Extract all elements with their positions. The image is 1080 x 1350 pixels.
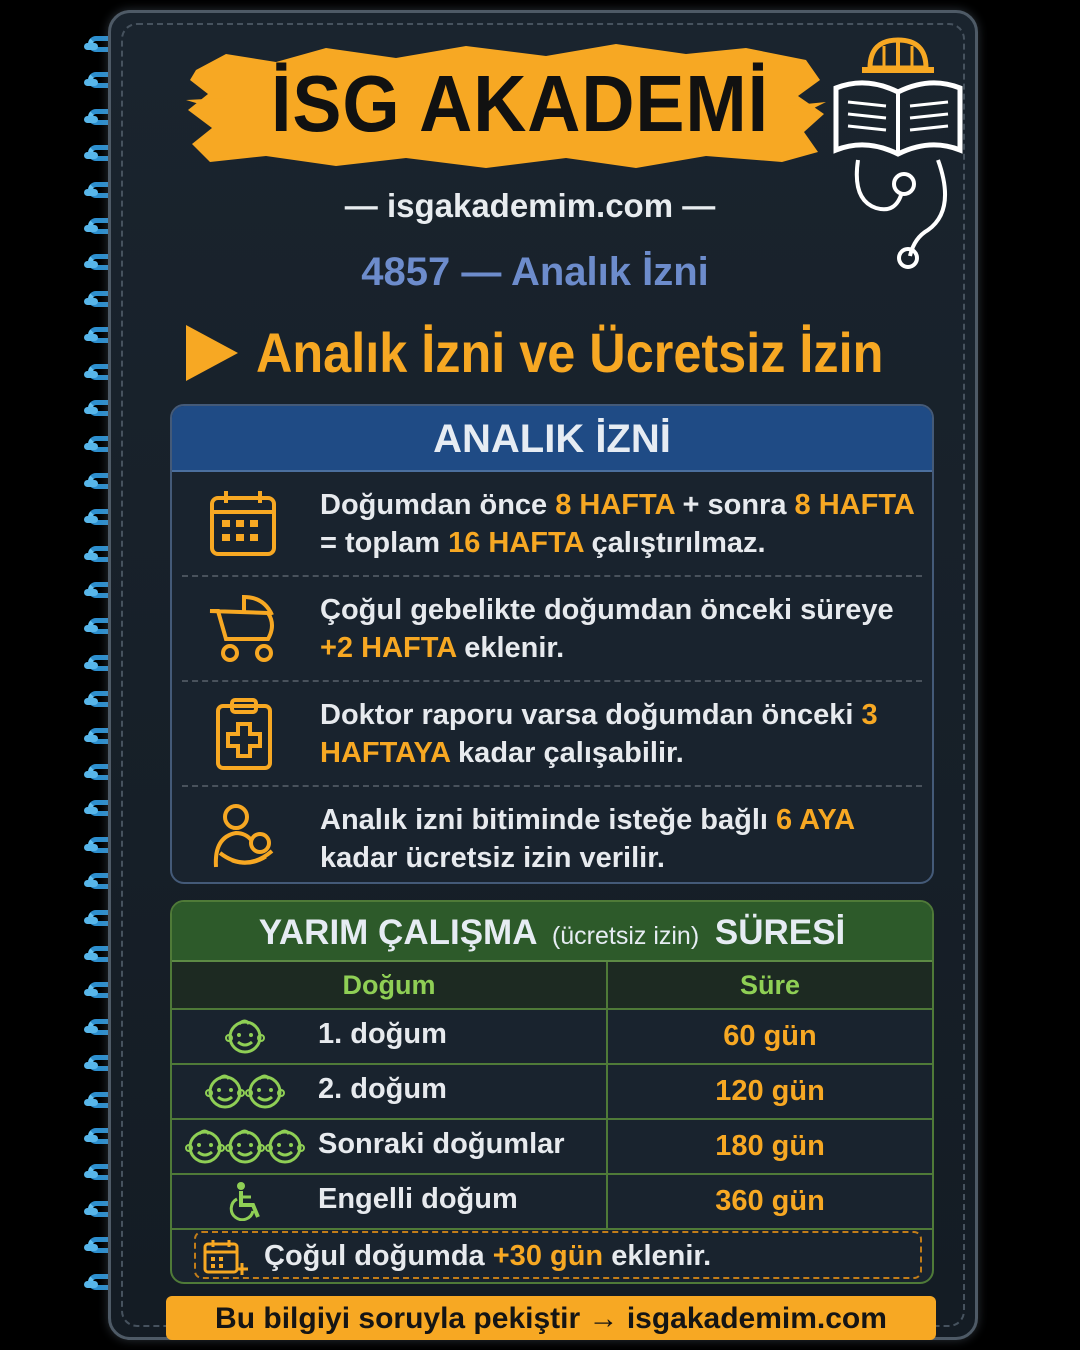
mother-baby-icon [206, 801, 282, 877]
column-header-dogum: Doğum [172, 962, 607, 1009]
medical-report-icon [206, 696, 282, 772]
dash-decoration: — [673, 187, 716, 224]
sure-value: 60 gün [607, 1009, 932, 1064]
footer-cta[interactable]: Bu bilgiyi soruyla pekiştir → isgakademim.com [166, 1296, 936, 1340]
baby-face-icon [225, 1126, 265, 1174]
note-prefix: Çoğul doğumda [264, 1240, 485, 1272]
dogum-cell [172, 1009, 607, 1064]
analik-izni-panel [170, 404, 934, 884]
highlight-text: 16 HAFTA [448, 527, 584, 559]
yarim-title-end: SÜRESİ [714, 913, 846, 952]
table-row [172, 1009, 932, 1064]
sure-value: 120 gün [607, 1064, 932, 1119]
dogum-icons [178, 1071, 312, 1111]
dash-decoration: — [344, 187, 387, 224]
dogum-label: Engelli doğum [318, 1183, 518, 1215]
column-header-sure: Süre [607, 962, 932, 1009]
analik-row [182, 682, 922, 787]
brand-title: İSG AKADEMİ [270, 59, 770, 148]
dogum-label: Sonraki doğumlar [318, 1128, 565, 1160]
table-row [172, 1064, 932, 1119]
analik-izni-title: ANALIK İZNİ [172, 406, 932, 472]
baby-stroller-icon [206, 591, 282, 667]
baby-face-icon [185, 1126, 225, 1174]
highlight-text: 8 HAFTA [555, 489, 675, 521]
highlight-text: 3 HAFTAYA [320, 699, 878, 769]
body-text: Çoğul gebelikte doğumdan önceki süreye [320, 594, 894, 626]
dogum-icons [178, 1126, 312, 1166]
dogum-cell [172, 1064, 607, 1119]
play-triangle-icon [186, 325, 238, 381]
yarim-calisma-title [172, 902, 932, 962]
sure-value: 360 gün [607, 1174, 932, 1229]
dogum-label: 1. doğum [318, 1018, 447, 1050]
dogum-icons [178, 1181, 312, 1221]
dogum-cell [172, 1174, 607, 1229]
baby-face-icon [225, 1016, 265, 1064]
yarim-calisma-table [172, 962, 932, 1230]
analik-row-text [320, 591, 920, 667]
dogum-cell [172, 1119, 607, 1174]
baby-face-icon [245, 1071, 285, 1119]
analik-row [182, 472, 922, 577]
body-text: = toplam [320, 527, 449, 559]
body-text: Doğumdan önce [320, 489, 556, 521]
highlight-text: 8 HAFTA [794, 489, 914, 521]
body-text: eklenir. [456, 632, 565, 664]
body-text: Analık izni bitiminde isteğe bağlı [320, 804, 777, 836]
note-text [264, 1233, 711, 1279]
body-text: çalıştırılmaz. [583, 527, 766, 559]
analik-row-text [320, 801, 920, 877]
main-heading [186, 318, 946, 388]
dogum-label: 2. doğum [318, 1073, 447, 1105]
yarim-title-main: YARIM ÇALIŞMA [258, 913, 537, 952]
analik-row-text [320, 486, 920, 562]
law-subtitle: 4857 — Analık İzni [361, 250, 709, 294]
body-text: Doktor raporu varsa doğumdan önceki [320, 699, 862, 731]
wheelchair-icon [225, 1181, 265, 1229]
note-highlight: +30 gün [492, 1240, 604, 1272]
dogum-icons [178, 1016, 312, 1056]
calendar-plus-icon [202, 1237, 252, 1277]
note-suffix: eklenir. [611, 1240, 712, 1272]
analik-row-text [320, 696, 920, 772]
sure-value: 180 gün [607, 1119, 932, 1174]
table-row [172, 1119, 932, 1174]
calendar-icon [206, 486, 282, 562]
body-text: kadar ücretsiz izin verilir. [320, 842, 665, 874]
site-url-text: isgakademim.com [386, 187, 674, 224]
yarim-calisma-panel [170, 900, 934, 1284]
body-text: kadar çalışabilir. [450, 737, 684, 769]
analik-row [182, 787, 922, 884]
body-text: + sonra [674, 489, 795, 521]
highlight-text: +2 HAFTA [320, 632, 457, 664]
highlight-text: 6 AYA [776, 804, 854, 836]
baby-face-icon [265, 1126, 305, 1174]
main-heading-text: Analık İzni ve Ücretsiz İzin [256, 321, 884, 384]
book-hardhat-stethoscope-icon [828, 30, 968, 270]
yarim-title-small: (ücretsiz izin) [551, 922, 700, 950]
analik-row [182, 577, 922, 682]
cogul-dogum-note [194, 1231, 922, 1279]
baby-face-icon [205, 1071, 245, 1119]
site-url [330, 184, 730, 228]
table-row [172, 1174, 932, 1229]
